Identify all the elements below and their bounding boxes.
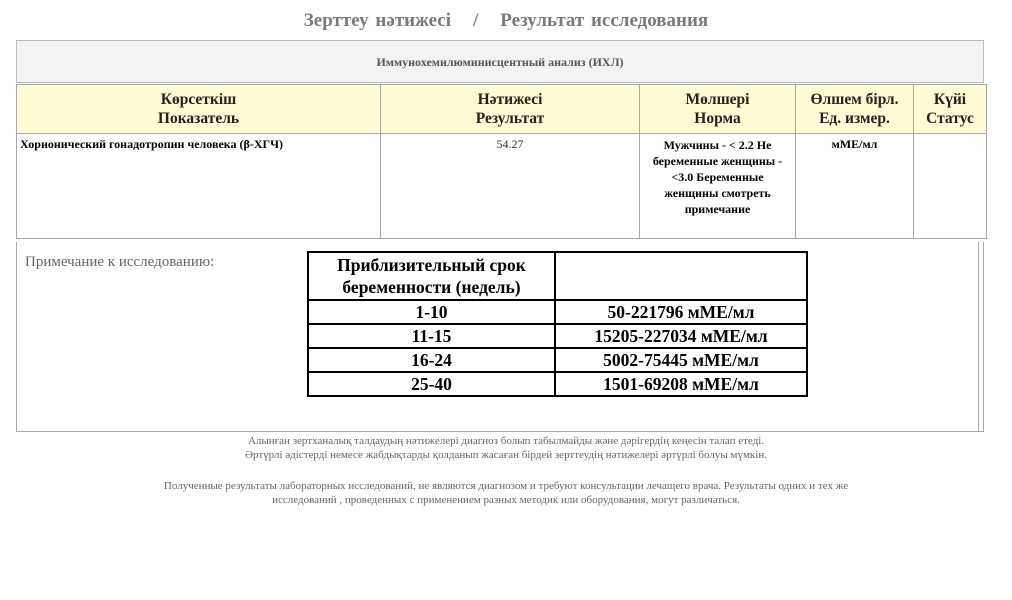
pregnancy-weeks: 25-40 xyxy=(308,372,555,396)
note-section xyxy=(16,242,984,432)
header-indicator: Көрсеткіш Показатель xyxy=(17,85,381,134)
disclaimer-ru xyxy=(0,479,1012,507)
pregnancy-weeks: 1-10 xyxy=(308,300,555,324)
pregnancy-range: 5002-75445 мМЕ/мл xyxy=(555,348,807,372)
disclaimer-kz-line2: Әртүрлі әдістерді немесе жабдықтарды қолданып жасаған бірдей зерттеудің нәтижелері әртүрлі болуы мүмкін. xyxy=(245,449,767,461)
section-header: Иммунохемилюминисцентный анализ (ИХЛ) xyxy=(16,40,984,83)
table-row xyxy=(308,372,807,396)
pregnancy-range: 15205-227034 мМЕ/мл xyxy=(555,324,807,348)
results-header-row xyxy=(17,85,987,134)
table-row xyxy=(308,324,807,348)
title-ru: Результат исследования xyxy=(500,10,709,31)
cell-indicator-name: Хорионический гонадотропин человека (β-ХГЧ) xyxy=(17,134,381,239)
disclaimer-kz-line1: Алынған зертханалық талдаудың нәтижелері диагноз болып табылмайды және дәрігердің кеңесін талап етеді. xyxy=(247,435,765,447)
header-status: Күйі Статус xyxy=(914,85,987,134)
cell-unit: мМЕ/мл xyxy=(796,134,914,239)
cell-result-value: 54.27 xyxy=(381,134,640,239)
title-kz: Зерттеу нәтижесі xyxy=(303,10,451,31)
cell-status xyxy=(914,134,987,239)
header-norm: Мөлшері Норма xyxy=(640,85,796,134)
table-row xyxy=(17,134,987,239)
pregnancy-header-range xyxy=(555,252,807,300)
pregnancy-header-row xyxy=(308,252,807,300)
disclaimer-ru-line2: исследований , проведенных с применением разных методик или оборудования, могут различаться. xyxy=(272,494,740,506)
table-row xyxy=(308,300,807,324)
pregnancy-weeks: 11-15 xyxy=(308,324,555,348)
results-table xyxy=(16,84,987,239)
cell-norm: Мужчины - < 2.2 Не беременные женщины - <3.0 Беременные женщины смотреть примечание xyxy=(640,134,796,239)
pregnancy-weeks: 16-24 xyxy=(308,348,555,372)
header-unit: Өлшем бірл. Ед. измер. xyxy=(796,85,914,134)
pregnancy-range: 1501-69208 мМЕ/мл xyxy=(555,372,807,396)
table-row xyxy=(308,348,807,372)
title-separator: / xyxy=(473,10,479,31)
header-result: Нәтижесі Результат xyxy=(381,85,640,134)
pregnancy-range: 50-221796 мМЕ/мл xyxy=(555,300,807,324)
page-title xyxy=(0,10,1012,32)
note-label: Примечание к исследованию: xyxy=(25,254,215,270)
disclaimer-ru-line1: Полученные результаты лабораторных исследований, не являются диагнозом и требуют консультации лечащего врача. Результаты одних и тех же xyxy=(163,480,849,492)
disclaimer-kz xyxy=(0,434,1012,462)
pregnancy-header-weeks: Приблизительный срок беременности (недель) xyxy=(308,252,555,300)
pregnancy-reference-table xyxy=(307,251,808,397)
